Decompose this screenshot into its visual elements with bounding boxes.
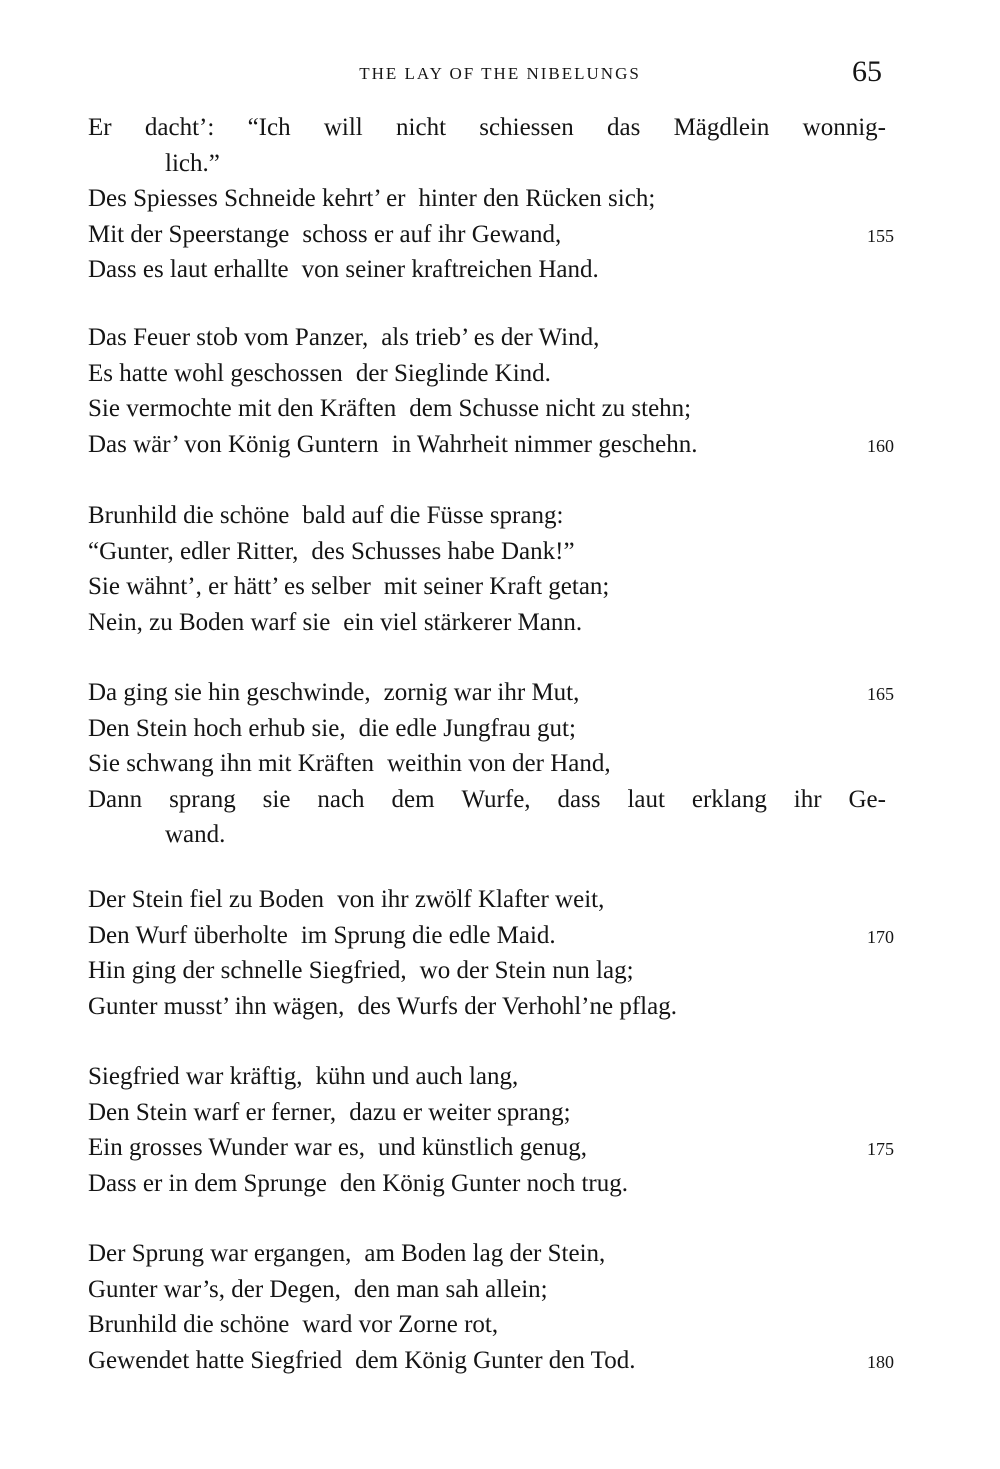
second-half-line: weithin von der Hand, xyxy=(387,750,611,777)
verse-line xyxy=(88,252,888,288)
verse-word: dass xyxy=(557,785,601,813)
verse-line xyxy=(88,110,886,146)
verse-word: Dann xyxy=(88,785,143,813)
first-half-line: Gewendet hatte Siegfried xyxy=(88,1346,343,1374)
second-half-line: dem König Gunter den Tod. xyxy=(355,1346,636,1374)
verse-word: dem xyxy=(391,785,435,813)
verse-line xyxy=(88,1130,888,1166)
first-half-line: Nein, zu Boden warf sie xyxy=(88,608,331,636)
verse-line xyxy=(88,1236,888,1272)
verse-line xyxy=(88,1343,888,1379)
second-half-line: den König Gunter noch trug. xyxy=(339,1169,628,1197)
verse-word: Mägdlein xyxy=(673,114,770,141)
verse-word: das xyxy=(606,114,641,141)
verse-line xyxy=(88,569,888,605)
first-half-line: Sie wähnt’, er hätt’ es selber xyxy=(88,573,371,600)
verse-word: erklang xyxy=(691,785,767,813)
second-half-line: ward vor Zorne rot, xyxy=(302,1311,499,1338)
stanza xyxy=(88,320,888,462)
first-half-line: Brunhild die schöne xyxy=(88,502,290,529)
verse-line xyxy=(88,498,888,534)
second-half-line: dazu er weiter sprang; xyxy=(349,1098,571,1126)
verse-line xyxy=(88,1059,888,1095)
stanza xyxy=(88,110,888,288)
verse-word: sie xyxy=(262,785,291,813)
second-half-line: bald auf die Füsse sprang: xyxy=(302,502,564,529)
running-title: THE LAY OF THE NIBELUNGS xyxy=(359,64,641,83)
second-half-line: von seiner kraftreichen Hand. xyxy=(301,256,599,283)
second-half-line: schoss er auf ihr Gewand, xyxy=(302,220,562,248)
verse-line xyxy=(88,746,888,782)
verse-word: Ge- xyxy=(848,785,886,813)
verse-line xyxy=(88,427,888,463)
first-half-line: Den Stein warf er ferner, xyxy=(88,1098,337,1126)
first-half-line: Gunter musst’ ihn wägen, xyxy=(88,992,345,1020)
verse-line xyxy=(88,1272,888,1308)
stanza xyxy=(88,675,888,853)
verse-line xyxy=(88,675,888,711)
second-half-line: in Wahrheit nimmer geschehn. xyxy=(391,430,698,458)
line-number: 165 xyxy=(867,684,894,704)
verse-word: Er xyxy=(88,114,112,141)
verse-word: schiessen xyxy=(479,114,574,141)
line-number: 175 xyxy=(867,1139,894,1159)
second-half-line: dem Schusse nicht zu stehn; xyxy=(409,395,692,422)
first-half-line: Das Feuer stob vom Panzer, xyxy=(88,324,369,351)
verse-line xyxy=(88,882,888,918)
verse-word: sprang xyxy=(169,785,236,813)
verse-word: nicht xyxy=(396,114,447,141)
verse-line xyxy=(88,391,888,427)
first-half-line: Ein grosses Wunder war es, xyxy=(88,1134,365,1161)
line-number: 180 xyxy=(867,1351,894,1372)
second-half-line: der Sieglinde Kind. xyxy=(355,359,551,387)
second-half-line: von ihr zwölf Klafter weit, xyxy=(337,886,605,913)
second-half-line: als trieb’ es der Wind, xyxy=(381,324,600,351)
first-half-line: Den Wurf überholte xyxy=(88,921,288,949)
first-half-line: Es hatte wohl geschossen xyxy=(88,359,343,387)
first-half-line: Das wär’ von König Guntern xyxy=(88,430,379,458)
line-number: 170 xyxy=(867,926,894,947)
stanza xyxy=(88,498,888,640)
second-half-line: den man sah allein; xyxy=(353,1275,548,1303)
second-half-line: mit seiner Kraft getan; xyxy=(383,573,610,600)
second-half-line: die edle Jungfrau gut; xyxy=(358,714,576,742)
stanza xyxy=(88,882,888,1024)
verse-word: will xyxy=(323,114,363,141)
second-half-line: am Boden lag der Stein, xyxy=(364,1240,606,1267)
first-half-line: Der Sprung war ergangen, xyxy=(88,1240,352,1267)
second-half-line: kühn und auch lang, xyxy=(315,1063,519,1090)
verse-line xyxy=(88,918,888,954)
verse-line xyxy=(88,953,888,989)
verse-line xyxy=(88,1307,888,1343)
first-half-line: Siegfried war kräftig, xyxy=(88,1063,303,1090)
line-number: 155 xyxy=(867,225,894,246)
verse-word: Wurfe, xyxy=(461,785,531,813)
verse-continuation: lich.” xyxy=(165,149,220,177)
verse-line xyxy=(88,181,888,217)
first-half-line: Brunhild die schöne xyxy=(88,1311,290,1338)
second-half-line: des Schusses habe Dank!” xyxy=(311,537,575,565)
second-half-line: zornig war ihr Mut, xyxy=(383,679,580,706)
verse-word: laut xyxy=(627,785,665,813)
stanza xyxy=(88,1236,888,1378)
verse-word: “Ich xyxy=(247,114,291,141)
first-half-line: Dass es laut erhallte xyxy=(88,256,289,283)
line-number: 160 xyxy=(867,435,894,456)
verse-word: dacht’: xyxy=(144,114,215,141)
second-half-line: des Wurfs der Verhohl’ne pflag. xyxy=(357,992,677,1020)
first-half-line: Mit der Speerstange xyxy=(88,220,290,248)
first-half-line: Hin ging der schnelle Siegfried, xyxy=(88,957,407,984)
verse-line xyxy=(88,782,886,818)
verse-line xyxy=(88,356,888,392)
first-half-line: Des Spiesses Schneide kehrt’ er xyxy=(88,185,406,212)
verse-line xyxy=(88,1095,888,1131)
first-half-line: Sie vermochte mit den Kräften xyxy=(88,395,397,422)
verse-word: wonnig- xyxy=(802,114,886,141)
second-half-line: hinter den Rücken sich; xyxy=(418,185,656,212)
verse-line xyxy=(88,320,888,356)
second-half-line: wo der Stein nun lag; xyxy=(419,957,634,984)
verse-continuation: wand. xyxy=(165,821,226,848)
first-half-line: Der Stein fiel zu Boden xyxy=(88,886,325,913)
first-half-line: Den Stein hoch erhub sie, xyxy=(88,714,346,742)
verse-word: nach xyxy=(317,785,365,813)
first-half-line: “Gunter, edler Ritter, xyxy=(88,537,299,565)
verse-line xyxy=(88,1166,888,1202)
verse-line xyxy=(88,989,888,1025)
second-half-line: im Sprung die edle Maid. xyxy=(300,921,556,949)
first-half-line: Dass er in dem Sprunge xyxy=(88,1169,327,1197)
verse-line xyxy=(88,217,888,253)
verse-word: ihr xyxy=(793,785,822,813)
first-half-line: Sie schwang ihn mit Kräften xyxy=(88,750,375,777)
first-half-line: Gunter war’s, der Degen, xyxy=(88,1275,341,1303)
page-number: 65 xyxy=(852,55,882,88)
stanza xyxy=(88,1059,888,1201)
first-half-line: Da ging sie hin geschwinde, xyxy=(88,679,371,706)
verse-line xyxy=(88,711,888,747)
second-half-line: und künstlich genug, xyxy=(377,1134,587,1161)
verse-line xyxy=(88,534,888,570)
verse-line xyxy=(88,605,888,641)
second-half-line: ein viel stärkerer Mann. xyxy=(343,608,583,636)
